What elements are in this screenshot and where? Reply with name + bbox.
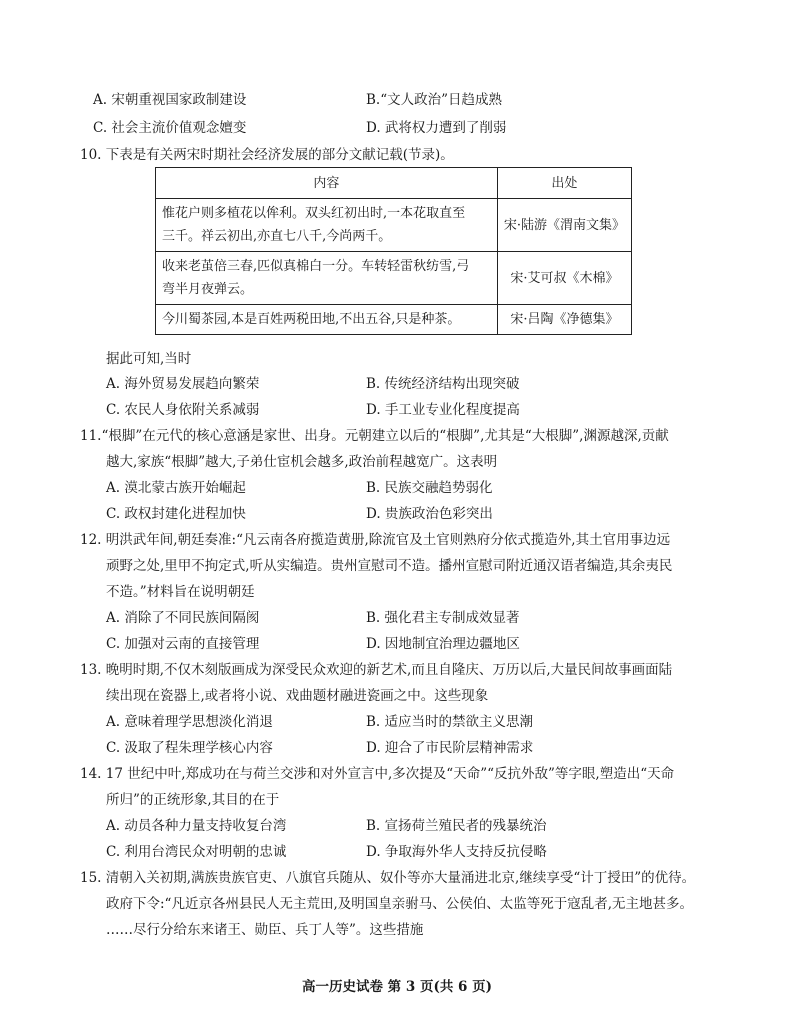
q12-option-d: D. 因地制宜治理边疆地区 <box>366 636 520 652</box>
q13-stem-line-2: 续出现在瓷器上,或者将小说、戏曲题材融进瓷画之中。这些现象 <box>106 688 489 704</box>
table-row <box>156 252 632 305</box>
row-source: 宋·艾可叔《木棉》 <box>497 252 631 305</box>
q12-stem-line-3: 不造。”材料旨在说明朝廷 <box>106 584 255 600</box>
table-row <box>156 199 632 252</box>
q12-stem-line-1: 12. 明洪武年间,朝廷奏准:“凡云南各府揽造黄册,除流官及土官则熟府分依式揽造外,其土官用事边远 <box>80 532 671 548</box>
q11-option-a: A. 漠北蒙古族开始崛起 <box>106 480 246 496</box>
q14-stem-line-2: 所归”的正统形象,其目的在于 <box>106 792 280 808</box>
q14-option-c: C. 利用台湾民众对明朝的忠诚 <box>106 844 287 860</box>
q10-stem: 10. 下表是有关两宋时期社会经济发展的部分文献记载(节录)。 <box>80 147 454 163</box>
q15-stem-line-3: ……尽行分给东来诸王、勋臣、兵丁人等”。这些措施 <box>106 922 424 938</box>
q11-option-c: C. 政权封建化进程加快 <box>106 506 246 522</box>
q15-stem-line-1: 15. 清朝入关初期,满族贵族官吏、八旗官兵随从、奴仆等亦大量涌进北京,继续享受“计丁授田”的优待。 <box>80 870 696 886</box>
row-content-line: 今川蜀茶园,本是百姓两税田地,不出五谷,只是种茶。 <box>162 312 461 327</box>
q12-option-c: C. 加强对云南的直接管理 <box>106 636 260 652</box>
header-content: 内容 <box>156 168 498 199</box>
row-source: 宋·陆游《渭南文集》 <box>497 199 631 252</box>
row-content-line: 收来老茧倍三春,匹似真棉白一分。车转轻雷秋纺雪,弓 <box>162 259 470 274</box>
row-content <box>156 199 498 252</box>
header-source: 出处 <box>497 168 631 199</box>
q14-option-a: A. 动员各种力量支持收复台湾 <box>106 818 287 834</box>
q9-option-d: D. 武将权力遭到了削弱 <box>366 120 507 136</box>
q14-option-b: B. 宣扬荷兰殖民者的残暴统治 <box>366 818 547 834</box>
q12-stem-line-2: 顽野之处,里甲不拘定式,听从实编造。贵州宣慰司不造。播州宣慰司附近通汉语者编造,其余夷民 <box>106 558 673 574</box>
q10-option-d: D. 手工业专业化程度提高 <box>366 402 520 418</box>
q13-option-c: C. 汲取了程朱理学核心内容 <box>106 740 273 756</box>
q12-option-b: B. 强化君主专制成效显著 <box>366 610 520 626</box>
table-header-row <box>156 168 632 199</box>
q11-stem-line-2: 越大,家族“根脚”越大,子弟仕宦机会越多,政治前程越宽广。这表明 <box>106 454 498 470</box>
q11-option-d: D. 贵族政治色彩突出 <box>366 506 493 522</box>
q10-option-b: B. 传统经济结构出现突破 <box>366 376 520 392</box>
q9-option-b: B.“文人政治”日趋成熟 <box>366 92 503 108</box>
row-content-line: 惟花户则多植花以侔利。双头红初出时,一本花取直至 <box>162 206 466 221</box>
q14-stem-line-1: 14. 17 世纪中叶,郑成功在与荷兰交涉和对外宣言中,多次提及“天命”“反抗外敌”等字眼,塑造出“天命 <box>80 766 675 782</box>
q13-option-a: A. 意味着理学思想淡化消退 <box>106 714 273 730</box>
q13-stem-line-1: 13. 晚明时期,不仅木刻版画成为深受民众欢迎的新艺术,而且自隆庆、万历以后,大量民间故事画面陆 <box>80 662 673 678</box>
q9-option-a: A. 宋朝重视国家政制建设 <box>93 92 247 108</box>
q13-option-d: D. 迎合了市民阶层精神需求 <box>366 740 534 756</box>
q11-stem-line-1: 11.“根脚”在元代的核心意涵是家世、出身。元朝建立以后的“根脚”,尤其是“大根脚”,渊源越深,贡献 <box>80 428 669 444</box>
q13-option-b: B. 适应当时的禁欲主义思潮 <box>366 714 534 730</box>
table-row <box>156 305 632 335</box>
q9-option-c: C. 社会主流价值观念嬗变 <box>93 120 247 136</box>
q12-option-a: A. 消除了不同民族间隔阂 <box>106 610 260 626</box>
row-source: 宋·吕陶《净德集》 <box>497 305 631 335</box>
q15-stem-line-2: 政府下令:“凡近京各州县民人无主荒田,及明国皇亲驸马、公侯伯、太监等死于寇乱者,无主地甚多。 <box>106 896 694 912</box>
row-content <box>156 252 498 305</box>
q14-option-d: D. 争取海外华人支持反抗侵略 <box>366 844 547 860</box>
q10-option-c: C. 农民人身依附关系减弱 <box>106 402 260 418</box>
q10-source-table <box>155 167 632 335</box>
row-content <box>156 305 498 335</box>
q10-option-a: A. 海外贸易发展趋向繁荣 <box>106 376 260 392</box>
q11-option-b: B. 民族交融趋势弱化 <box>366 480 493 496</box>
row-content-line: 三千。祥云初出,亦直七八千,今尚两千。 <box>162 229 392 244</box>
row-content-line: 弯半月夜弹云。 <box>162 282 254 297</box>
page-footer: 高一历史试卷 第 3 页(共 6 页) <box>301 979 493 995</box>
q10-tail: 据此可知,当时 <box>106 351 192 367</box>
